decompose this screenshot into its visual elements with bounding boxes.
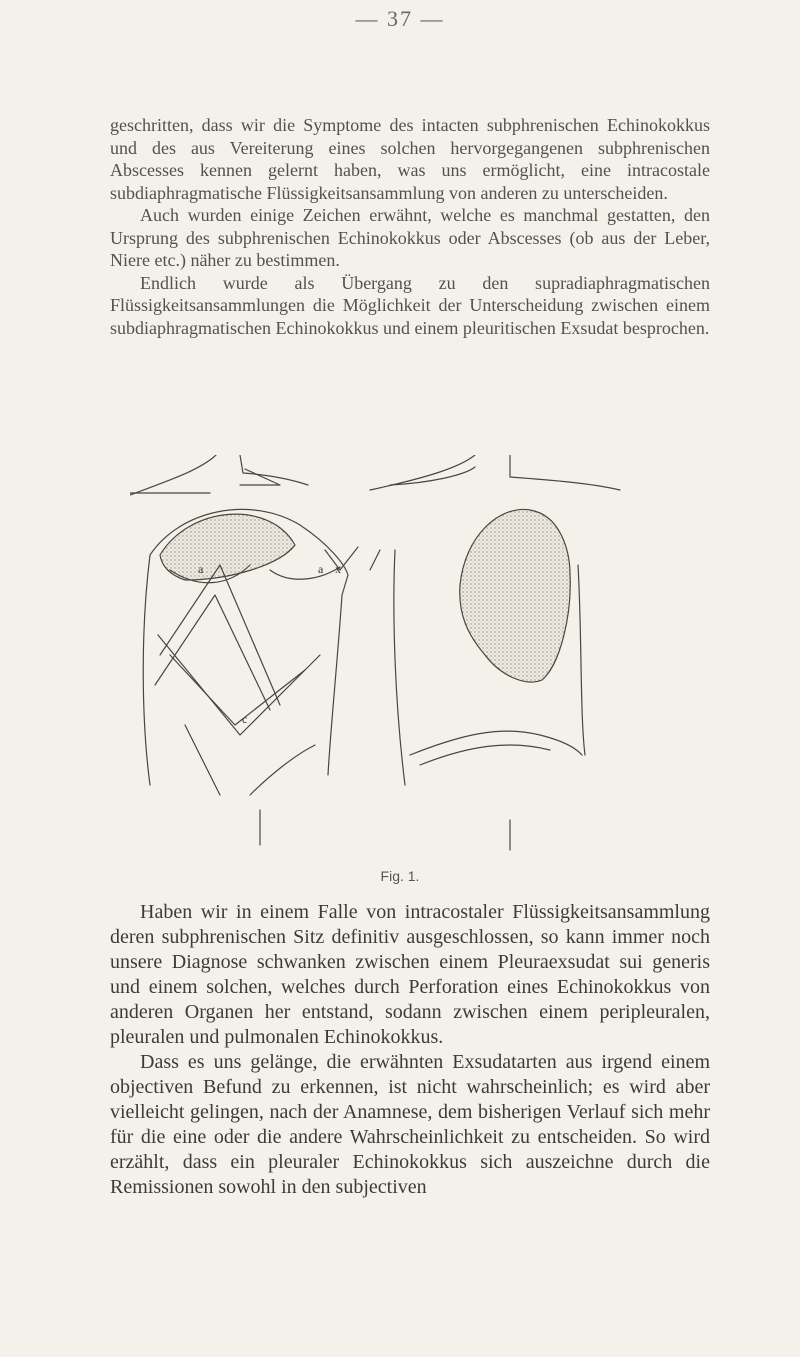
figure-mark-b: a: [318, 562, 324, 576]
paragraph-3: Endlich wurde als Übergang zu den supradiaphragmatischen Flüssigkeitsansammlungen die Möglichkeit der Unterscheidung zwischen einem subdiaphragmatischen Echinokokkus und einem pleuritischen Exsudat besprochen.: [110, 272, 710, 338]
right-lower-line: [420, 745, 550, 765]
right-outline-left: [394, 550, 405, 785]
sketch-4: [510, 455, 620, 490]
sketch-1: [130, 455, 216, 495]
paragraph-5: Dass es uns gelänge, die erwähnten Exsudatarten aus irgend einem objectiven Befund zu erkennen, ist nicht wahrscheinlich; es wird aber vielleicht gelingen, nach der Anamnese, dem bisherigen Verlauf sich mehr für die eine oder die andere Wahrscheinlichkeit zu entscheiden. So wird erzählt, dass ein pleuraler Echinokokkus sich auszeichne durch die Remissionen sowohl in den subjectiven: [110, 1051, 710, 1198]
sketch-2: [240, 455, 308, 485]
left-right-line: [270, 567, 340, 579]
bottom-text-block: [110, 900, 710, 1200]
left-cross-3: [158, 635, 320, 735]
right-curve: [410, 731, 582, 755]
left-lower-right: [250, 745, 315, 795]
left-dome-hatched: [160, 514, 295, 580]
figure-mark-x: x: [335, 562, 341, 576]
right-outline-right: [578, 565, 585, 755]
top-text-block: [110, 114, 710, 339]
paragraph-2: Auch wurden einige Zeichen erwähnt, welche es manchmal gestatten, den Ursprung des subphrenischen Echinokokkus oder Abscesses (ob aus der Leber, Niere etc.) näher zu bestimmen.: [110, 205, 710, 270]
figure-mark-a: a: [198, 562, 204, 576]
paragraph-4: Haben wir in einem Falle von intracostaler Flüssigkeitsansammlung deren subphrenischen Sitz definitiv ausgeschlossen, so kann immer noch unsere Diagnose schwanken zwischen einem Pleuraexsudat sui generis und einem solchen, welches durch Perforation eines Echinokokkus von anderen Organen her entstand, sodann zwischen einem peripleuralen, pleuralen und pulmonalen Echinokokkus.: [110, 901, 710, 1048]
middle-upper: [370, 550, 380, 570]
left-lower-left: [185, 725, 220, 795]
paragraph-1: geschritten, dass wir die Symptome des intacten subphrenischen Echinokokkus und des aus Vereiterung eines solchen hervorgegangenen subphrenischen Abscesses kennen gelernt haben, was uns ermöglicht, eine intracostale subdiaphragmatische Flüssigkeitsansammlung von anderen zu unterscheiden.: [110, 115, 710, 203]
figure-drawing: [130, 455, 650, 860]
page-number: — 37 —: [355, 6, 445, 31]
middle-bracket: [325, 547, 358, 570]
figure-mark-c: c: [242, 712, 248, 726]
figure-1: [130, 455, 650, 860]
sketch-3: [370, 455, 475, 490]
figure-caption: Fig. 1.: [380, 868, 420, 884]
left-cross-1: [160, 565, 280, 705]
right-dome-hatched: [460, 509, 570, 682]
